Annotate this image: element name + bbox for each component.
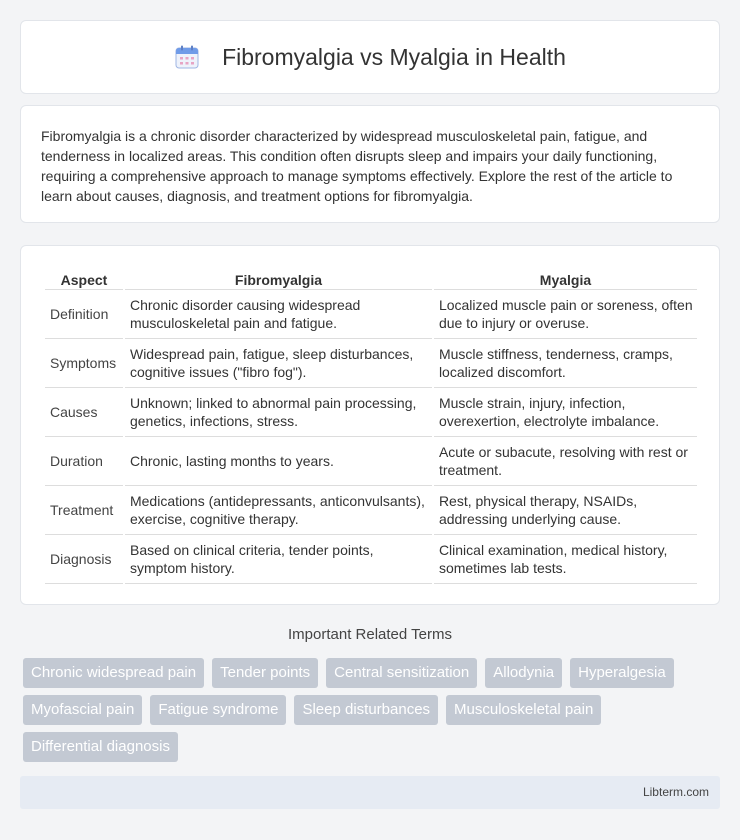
row-fibromyalgia: Widespread pain, fatigue, sleep disturbances, cognitive issues ("fibro fog"). bbox=[125, 339, 432, 388]
header-fibromyalgia: Fibromyalgia bbox=[125, 268, 432, 290]
row-fibromyalgia: Chronic, lasting months to years. bbox=[125, 437, 432, 486]
related-term-tag[interactable]: Tender points bbox=[212, 658, 318, 688]
table-row bbox=[45, 388, 697, 437]
related-terms-list bbox=[23, 658, 723, 762]
related-term-tag[interactable]: Chronic widespread pain bbox=[23, 658, 204, 688]
related-term-tag[interactable]: Central sensitization bbox=[326, 658, 477, 688]
table-row bbox=[45, 290, 697, 339]
table-header-row bbox=[45, 268, 697, 290]
row-myalgia: Rest, physical therapy, NSAIDs, addressing underlying cause. bbox=[434, 486, 697, 535]
footer-site-link[interactable]: Libterm.com bbox=[642, 785, 709, 799]
related-term-tag[interactable]: Fatigue syndrome bbox=[150, 695, 286, 725]
header-myalgia: Myalgia bbox=[434, 268, 697, 290]
row-aspect: Symptoms bbox=[45, 339, 123, 388]
row-aspect: Definition bbox=[45, 290, 123, 339]
related-term-tag[interactable]: Differential diagnosis bbox=[23, 732, 178, 762]
row-myalgia: Localized muscle pain or soreness, often due to injury or overuse. bbox=[434, 290, 697, 339]
page-title: Fibromyalgia vs Myalgia in Health bbox=[222, 43, 566, 70]
comparison-table bbox=[43, 268, 699, 584]
row-fibromyalgia: Medications (antidepressants, anticonvulsants), exercise, cognitive therapy. bbox=[125, 486, 432, 535]
row-myalgia: Acute or subacute, resolving with rest or treatment. bbox=[434, 437, 697, 486]
table-row bbox=[45, 339, 697, 388]
related-term-tag[interactable]: Hyperalgesia bbox=[570, 658, 674, 688]
related-term-tag[interactable]: Myofascial pain bbox=[23, 695, 142, 725]
row-fibromyalgia: Unknown; linked to abnormal pain processing, genetics, infections, stress. bbox=[125, 388, 432, 437]
related-term-tag[interactable]: Musculoskeletal pain bbox=[446, 695, 601, 725]
related-term-tag[interactable]: Sleep disturbances bbox=[294, 695, 438, 725]
intro-card bbox=[20, 105, 720, 223]
row-myalgia: Muscle strain, injury, infection, overexertion, electrolyte imbalance. bbox=[434, 388, 697, 437]
row-fibromyalgia: Chronic disorder causing widespread musculoskeletal pain and fatigue. bbox=[125, 290, 432, 339]
header-card bbox=[20, 20, 720, 94]
table-row bbox=[45, 486, 697, 535]
header-aspect: Aspect bbox=[45, 268, 123, 290]
row-fibromyalgia: Based on clinical criteria, tender points, symptom history. bbox=[125, 535, 432, 584]
table-row bbox=[45, 437, 697, 486]
comparison-table-card bbox=[20, 245, 720, 605]
intro-text: Fibromyalgia is a chronic disorder characterized by widespread musculoskeletal pain, fatigue, and tenderness in localized areas. This condition often disrupts sleep and impairs your daily functioning, requiring a comprehensive approach to manage symptoms effectively. Explore the rest of the article to learn about causes, diagnosis, and treatment options for fibromyalgia. bbox=[41, 128, 673, 204]
row-myalgia: Clinical examination, medical history, sometimes lab tests. bbox=[434, 535, 697, 584]
header bbox=[174, 44, 566, 71]
row-aspect: Duration bbox=[45, 437, 123, 486]
calendar-icon bbox=[174, 44, 200, 70]
row-myalgia: Muscle stiffness, tenderness, cramps, localized discomfort. bbox=[434, 339, 697, 388]
row-aspect: Causes bbox=[45, 388, 123, 437]
row-aspect: Diagnosis bbox=[45, 535, 123, 584]
row-aspect: Treatment bbox=[45, 486, 123, 535]
related-term-tag[interactable]: Allodynia bbox=[485, 658, 562, 688]
table-row bbox=[45, 535, 697, 584]
footer bbox=[20, 776, 720, 809]
related-terms-title: Important Related Terms bbox=[288, 626, 452, 643]
